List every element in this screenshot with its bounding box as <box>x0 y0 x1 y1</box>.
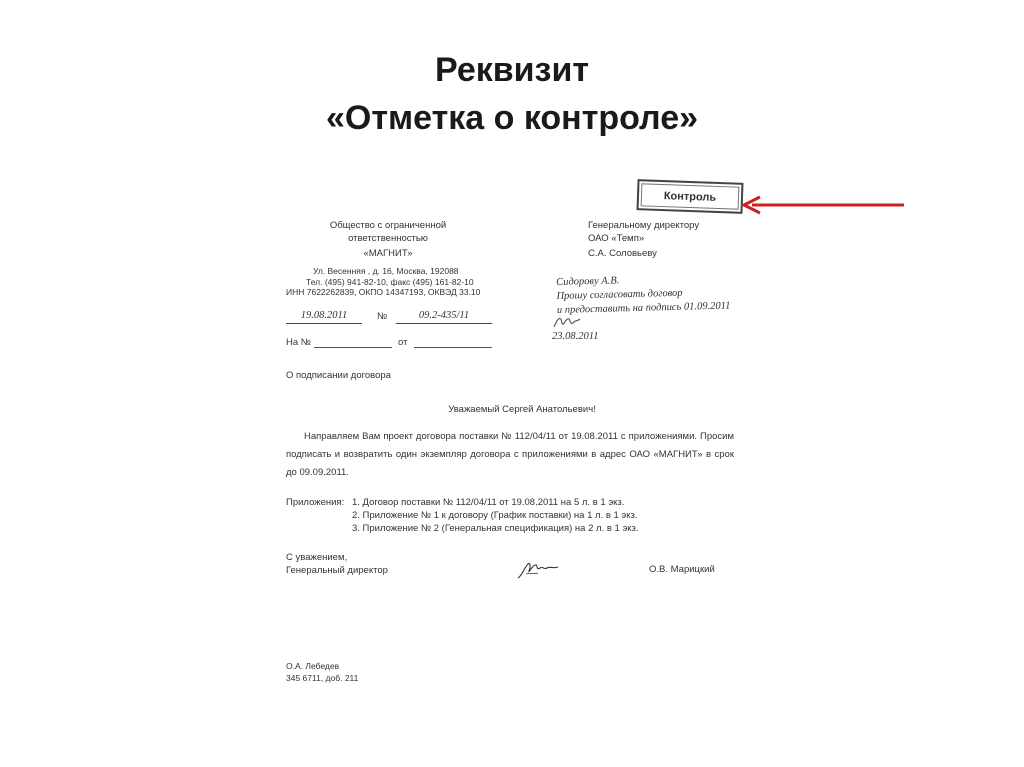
resolution-line3: и предоставить на подпись 01.09.2011 <box>556 300 731 316</box>
reg-date: 19.08.2011 <box>286 309 362 324</box>
closing-position: Генеральный директор <box>286 565 388 576</box>
subject: О подписании договора <box>286 370 391 381</box>
addressee-line2: ОАО «Темп» <box>588 233 645 244</box>
reg-number: 09.2-435/11 <box>396 309 492 324</box>
body-text: Направляем Вам проект договора поставки № 112/04/11 от 19.08.2011 с приложениями. Просим подписать и возвратить один экземпляр договора с приложениями в адрес ОАО «МАГНИТ» в срок до 09.09.2011. <box>286 431 734 478</box>
control-stamp-label: Контроль <box>663 189 717 204</box>
resolution-line1: Сидорову А.В. <box>556 275 620 288</box>
attachments-label: Приложения: <box>286 497 345 508</box>
slide-title-line2: «Отметка о контроле» <box>325 99 699 137</box>
sender-codes: ИНН 7622262839, ОКПО 14347193, ОКВЭД 33.10 <box>286 287 481 297</box>
attachment-item: 1. Договор поставки № 112/04/11 от 19.08.2011 на 5 л. в 1 экз. <box>352 497 625 508</box>
closing-regards: С уважением, <box>286 552 348 563</box>
sender-address: Ул. Весенняя , д. 16, Москва, 192088 <box>313 266 459 276</box>
executor-block <box>286 660 358 684</box>
attachments-list <box>352 496 639 535</box>
ref-from-label: от <box>398 337 408 348</box>
red-arrow-icon <box>738 193 908 217</box>
sender-line2: ответственностью <box>348 233 428 244</box>
sender-phones: Тел. (495) 941-82-10, факс (495) 161-82-10 <box>306 277 474 287</box>
resolution-date: 23.08.2011 <box>552 331 599 342</box>
executor-name: О.А. Лебедев <box>286 661 340 671</box>
closing-block <box>286 551 388 577</box>
attachment-item: 2. Приложение № 1 к договору (График поставки) на 1 л. в 1 экз. <box>352 510 638 521</box>
signer-name: О.В. Марицкий <box>649 564 715 575</box>
ref-date-line <box>414 347 492 348</box>
resolution-signature-icon <box>552 313 582 331</box>
addressee-block <box>588 219 699 260</box>
control-stamp <box>636 179 743 214</box>
addressee-line3: С.А. Соловьеву <box>588 248 657 259</box>
sender-line1: Общество с ограниченной <box>329 220 447 231</box>
attachment-item: 3. Приложение № 2 (Генеральная спецификация) на 2 л. в 1 экз. <box>352 523 639 534</box>
executor-phone: 345 6711, доб. 211 <box>286 673 359 683</box>
sender-name: «МАГНИТ» <box>363 248 413 259</box>
resolution-line2: Прошу согласовать договор <box>556 287 683 302</box>
reg-number-label: № <box>377 311 388 322</box>
ref-number-line <box>314 347 392 348</box>
sender-block <box>302 219 474 260</box>
salutation: Уважаемый Сергей Анатольевич! <box>448 404 596 415</box>
resolution-block <box>556 271 731 318</box>
slide-title-line1: Реквизит <box>434 51 589 89</box>
director-signature-icon <box>516 556 560 582</box>
addressee-line1: Генеральному директору <box>588 220 700 231</box>
ref-number-label: На № <box>286 337 311 348</box>
